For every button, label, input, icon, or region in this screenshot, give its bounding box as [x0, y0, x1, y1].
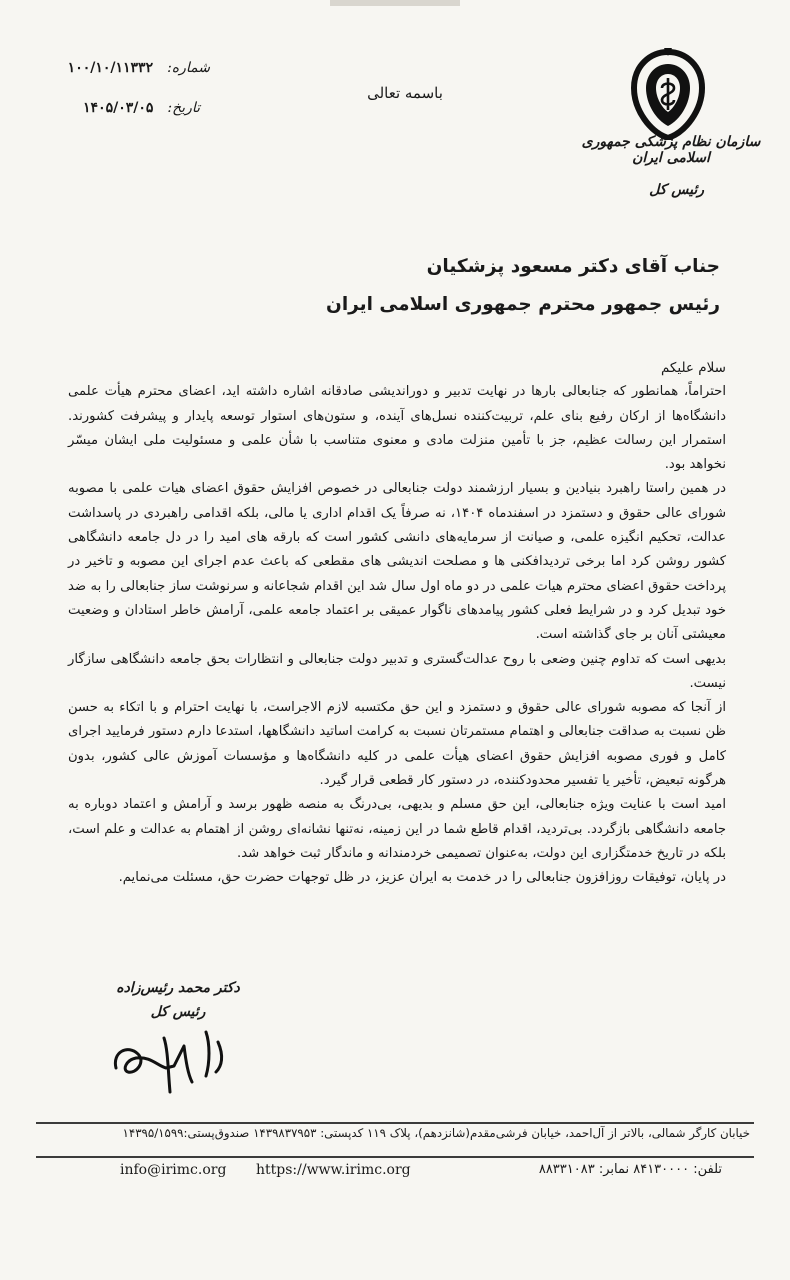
- letter-number-label: شماره:: [167, 60, 210, 76]
- handwritten-signature: [106, 1022, 234, 1096]
- scan-edge: [330, 0, 460, 6]
- organization-name: سازمان نظام پزشکی جمهوری اسلامی ایران: [581, 134, 761, 166]
- addressee-title: رئیس جمهور محترم جمهوری اسلامی ایران: [326, 294, 720, 315]
- body-paragraph: از آنجا که مصوبه شورای عالی حقوق و دستمزد و این حق مکتسبه لازم الاجراست، با نهایت احترام و با اتکاء به حسن ظن نسبت به صداقت جنابعالی و اهتمام مستمرتان نسبت به کرامت اساتید دانشگاهها، استدعا دارم دستور فرمایید اجرای کامل و فوری مصوبه افزایش حقوق اعضای هیأت علمی در کلیه دانشگاه‌ها و مؤسسات آموزش عالی کشور، بدون هرگونه تبعیض، تأخیر یا تفسیر محدودکننده، در دستور کار قطعی قرار گیرد.: [68, 700, 726, 789]
- letter-date: [64, 100, 200, 116]
- signatory-name: دکتر محمد رئیس‌زاده: [116, 980, 240, 996]
- letter-body: [68, 356, 726, 891]
- basmala-heading: باسمه تعالی: [367, 84, 443, 102]
- body-paragraph: در پایان، توفیقات روزافزون جنابعالی را در خدمت به ایران عزیز، در ظل توجهات حضرت حق، مسئلت می‌نمایم.: [118, 870, 726, 886]
- signatory-title: رئیس کل: [150, 1004, 206, 1020]
- body-paragraph: امید است با عنایت ویژه جنابعالی، این حق مسلم و بدیهی، بی‌درنگ به منصه ظهور برسد و آرامش و اعتماد دوباره به جامعه دانشگاهی بازگردد. بی‌تردید، اقدام قاطع شما در این زمینه، نه‌تنها نشانه‌ای روشن از اهتمام به عدالت و علم است، بلکه در تاریخ خدمتگزاری این دولت، به‌عنوان تصمیمی خردمندانه و ماندگار ثبت خواهد شد.: [68, 797, 726, 861]
- footer-divider: [36, 1156, 754, 1158]
- letter-number: [64, 60, 210, 76]
- body-paragraph: در همین راستا راهبرد بنیادین و بسیار ارزشمند دولت جنابعالی در خصوص افزایش حقوق اعضای هیات علمی با مصوبه شورای عالی حقوق و دستمزد در اسفندماه ۱۴۰۴، نه صرفاً یک اقدام اداری یا مالی، بلکه اقدامی راهبردی در پاسداشت عدالت، تحکیم انگیزه علمی، و صیانت از سرمایه‌های دانشی کشور است که بارقه های امید را در دل جامعه دانشگاهی کشور روشن کرد اما برخی تردیدافکنی ها و مصلحت اندیشی های مقطعی که باعث عدم اجرای این مصوبه و تاخیر در پرداخت حقوق اعضای محترم هیات علمی در دو ماه اول سال شد این اقدام شجاعانه و سرنوشت ساز جنابعالی را به ضد خود تبدیل کرد و در شرایط فعلی کشور پیامدهای ناگوار عمیقی بر اعتماد جامعه علمی، آرامش خاطر استادان و وضعیت معیشتی آنان بر جای گذاشته است.: [68, 481, 727, 643]
- body-paragraph: بدیهی است که تداوم چنین وضعی با روح عدالت‌گستری و تدبیر دولت جنابعالی و انتظارات بحق جامعه دانشگاهی سازگار نیست.: [68, 651, 726, 691]
- organization-subtitle: رئیس کل: [649, 182, 704, 198]
- footer-address: خیابان کارگر شمالی، بالاتر از آل‌احمد، خیابان فرشی‌مقدم(شانزدهم)، پلاک ۱۱۹ کدپستی: ۱۴۳۹۸۳۷۹۵۳ صندوق‌پستی:۱۴۳۹۵/۱۵۹۹: [122, 1126, 750, 1140]
- addressee-name: جناب آقای دکتر مسعود پزشکیان: [426, 256, 720, 277]
- letter-number-value: ۱۰۰/۱۰/۱۱۳۳۲: [67, 60, 154, 76]
- footer-email-link[interactable]: info@irimc.org: [120, 1162, 227, 1178]
- signatory-block: [108, 976, 248, 1024]
- irimc-logo-icon: [628, 48, 708, 140]
- letter-date-value: ۱۴۰۵/۰۳/۰۵: [83, 100, 154, 116]
- salutation: سلام علیکم: [660, 360, 726, 376]
- footer-phones: تلفن: ۸۴۱۳۰۰۰۰ نمابر: ۸۸۳۳۱۰۸۳: [538, 1162, 722, 1177]
- footer-divider: [36, 1122, 754, 1124]
- letter-date-label: تاریخ:: [167, 100, 200, 116]
- footer-website-link[interactable]: https://www.irimc.org: [256, 1162, 411, 1178]
- body-paragraph: احتراماً، همانطور که جنابعالی بارها در نهایت تدبیر و دوراندیشی صادقانه اشاره داشته اید، اعضای محترم هیأت علمی دانشگاه‌ها از ارکان رفیع بنای علم، تربیت‌کننده نسل‌های آینده، و ستون‌های استوار توسعه پایدار و پیشرفت کشورند. استمرار این رسالت عظیم، جز با تأمین منزلت مادی و معنوی متناسب با شأن علمی و مسئولیت ملی ایشان میسّر نخواهد بود.: [68, 384, 726, 473]
